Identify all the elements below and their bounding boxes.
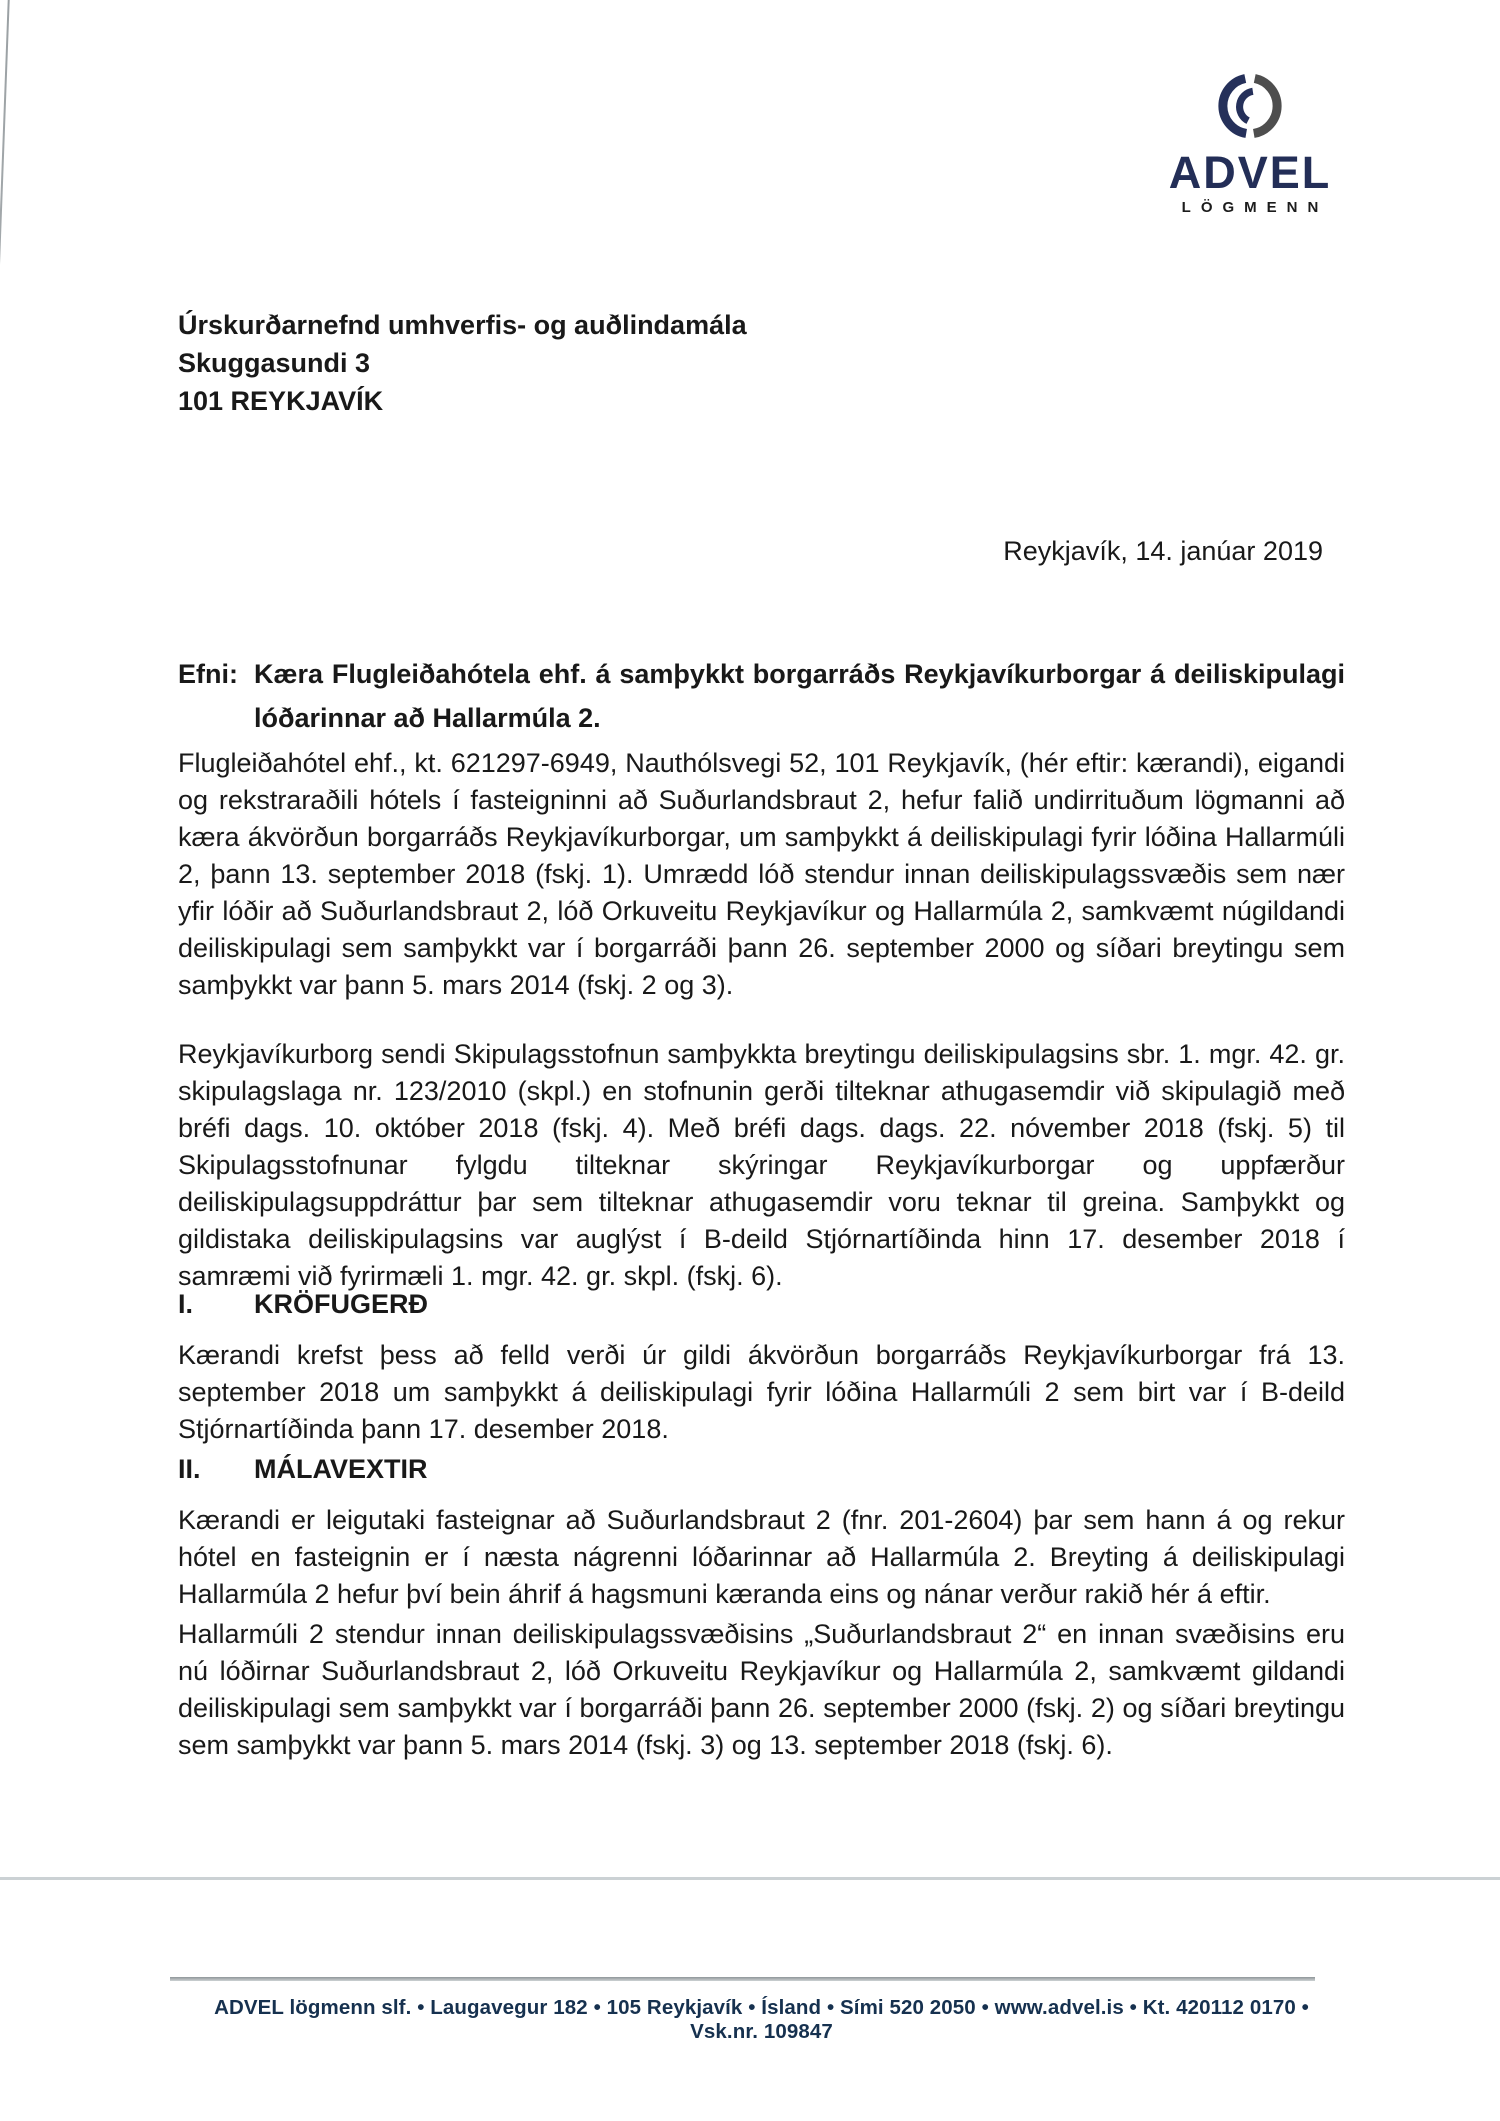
malavextir-paragraph-1: Kærandi er leigutaki fasteignar að Suðurlandsbraut 2 (fnr. 201-2604) þar sem hann á og rekur hótel en fasteignin er í næsta nágrenni lóðarinnar að Hallarmúla 2. Breyting á deiliskipulagi Hallarmúla 2 hefur því bein áhrif á hagsmuni kæranda eins og nánar verður rakið hér á eftir. <box>178 1505 1345 1609</box>
subject-block <box>178 652 1345 740</box>
recipient-address-block <box>178 306 747 420</box>
subject-text: Kæra Flugleiðahótela ehf. á samþykkt borgarráðs Reykjavíkurborgar á deiliskipulagi lóðarinnar að Hallarmúla 2. <box>254 659 1345 733</box>
section-number: I. <box>178 1289 194 1319</box>
date-line: Reykjavík, 14. janúar 2019 <box>1003 536 1323 566</box>
section-number: II. <box>178 1454 201 1484</box>
intro-paragraph-2: Reykjavíkurborg sendi Skipulagsstofnun samþykkta breytingu deiliskipulagsins sbr. 1. mgr. 42. gr. skipulagslaga nr. 123/2010 (skpl.) en stofnunin gerði tilteknar athugasemdir við skipulagið með bréfi dags. 10. október 2018 (fskj. 4). Með bréfi dags. dags. 22. nóvember 2018 (fskj. 5) til Skipulagsstofnunar fylgdu tilteknar skýringar Reykjavíkurborgar og uppfærður deiliskipulagsuppdráttur þar sem tilteknar athugasemdir voru teknar til greina. Samþykkt og gildistaka deiliskipulagsins var auglýst í B-deild Stjórnartíðinda hinn 17. desember 2018 í samræmi við fyrirmæli 1. mgr. 42. gr. skpl. (fskj. 6). <box>178 1039 1345 1291</box>
krofugerd-paragraph: Kærandi krefst þess að felld verði úr gildi ákvörðun borgarráðs Reykjavíkurborgar frá 13. september 2018 um samþykkt á deiliskipulagi fyrir lóðina Hallarmúli 2 sem birt var í B-deild Stjórnartíðinda þann 17. desember 2018. <box>178 1340 1345 1444</box>
logo-brand-text: ADVEL <box>1168 147 1332 198</box>
intro-paragraph-1: Flugleiðahótel ehf., kt. 621297-6949, Nauthólsvegi 52, 101 Reykjavík, (hér eftir: kærandi), eigandi og rekstraraðili hótels í fasteigninni að Suðurlandsbraut 2, hefur falið undirrituðum lögmanni að kæra ákvörðun borgarráðs Reykjavíkurborgar, um samþykkt á deiliskipulagi fyrir lóðina Hallarmúli 2, þann 13. september 2018 (fskj. 1). Umrædd lóð stendur innan deiliskipulagssvæðis sem nær yfir lóðir að Suðurlandsbraut 2, lóð Orkuveitu Reykjavíkur og Hallarmúla 2, samkvæmt núgildandi deiliskipulagi sem samþykkt var í borgarráði þann 26. september 2000 og síðari breytingu sem samþykkt var þann 5. mars 2014 (fskj. 2 og 3). <box>178 748 1345 1000</box>
logo-tagline-text: LÖGMENN <box>1181 199 1329 216</box>
advel-crescents-icon <box>1214 70 1286 142</box>
scan-artifact-left-line <box>0 0 10 572</box>
subject-label: Efni: <box>178 659 238 689</box>
footer-divider <box>170 1977 1315 1981</box>
advel-logo <box>1160 70 1340 215</box>
malavextir-paragraph-2: Hallarmúli 2 stendur innan deiliskipulagssvæðisins „Suðurlandsbraut 2“ en innan svæðisins eru nú lóðirnar Suðurlandsbraut 2, lóð Orkuveitu Reykjavíkur og Hallarmúla 2, samkvæmt gildandi deiliskipulagi sem samþykkt var í borgarráði þann 26. september 2000 (fskj. 2) og síðari breytingu sem samþykkt var þann 5. mars 2014 (fskj. 3) og 13. september 2018 (fskj. 6). <box>178 1619 1345 1760</box>
recipient-line: 101 REYKJAVÍK <box>178 386 384 416</box>
recipient-line: Skuggasundi 3 <box>178 348 371 378</box>
scan-artifact-horizontal-line <box>0 1877 1500 1880</box>
section-heading-malavextir <box>178 1454 1345 1484</box>
footer-contact-line: ADVEL lögmenn slf. • Laugavegur 182 • 105 Reykjavík • Ísland • Sími 520 2050 • www.advel.is • Kt. 420112 0170 • Vsk.nr. 109847 <box>214 1996 1309 2043</box>
section-title: MÁLAVEXTIR <box>254 1454 428 1484</box>
section-title: KRÖFUGERÐ <box>254 1289 428 1319</box>
recipient-line: Úrskurðarnefnd umhverfis- og auðlindamála <box>178 310 747 340</box>
section-heading-krofugerd <box>178 1289 1345 1319</box>
